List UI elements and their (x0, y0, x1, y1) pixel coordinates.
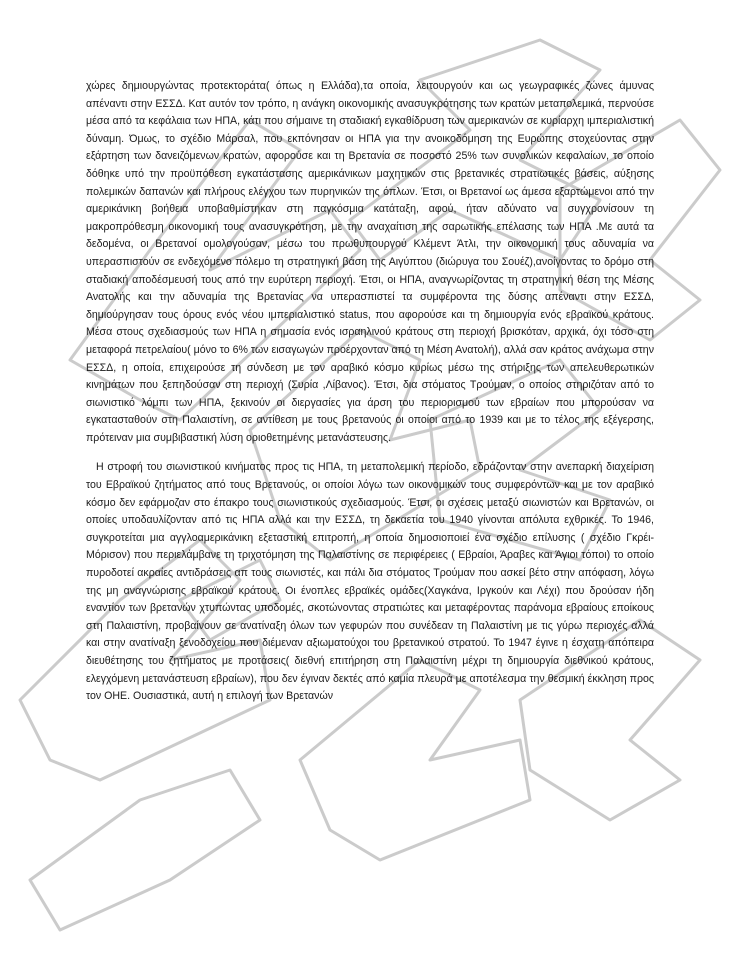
paragraph-1: χώρες δημιουργώντας προτεκτοράτα( όπως η Ελλάδα),τα οποία, λειτουργούν και ως γεωγραφικές ζώνες άμυνας απέναντι στην ΕΣΣΔ. Κατ αυτόν τον τρόπο, η ανάγκη οικονομικής ανασυγκρότησης των κρατών μεταπολεμικά, περνούσε μέσα από τα κεφάλαια των ΗΠΑ, κάτι που σήμαινε τη σταδιακή εγκαθίδρυση των αμερικανών σε κυρίαρχη ιμπεριαλιστική δύναμη. Όμως, το σχέδιο Μάρσαλ, που εκπόνησαν οι ΗΠΑ για την ανοικοδόμηση της Ευρώπης στοχεύοντας στην εξάρτηση των δανειζόμενων κρατών, αφορούσε και τη Βρετανία σε ποσοστό 25% των συνολικών κεφαλαίων, το οποίο δόθηκε υπό την προϋπόθεση εγκατάστασης αμερικάνικων μαχητικών στις βρετανικές στρατιωτικές βάσεις, αύξησης πολεμικών δαπανών και πλήρους ελέγχου των πυρηνικών της όπλων. Έτσι, οι Βρετανοί ως άμεσα εξαρτώμενοι από την αμερικάνικη βοήθεια υποβαθμίστηκαν στη παγκόσμια κατάταξη, αφού, ήταν αδύνατο να συγχρονίσουν τη μακροπρόθεσμη οικονομική τους ανασυγκρότηση, με την αναχαίτιση της σαρωτικής επέλασης των ΗΠΑ .Με αυτά τα δεδομένα, οι Βρετανοί ομολογούσαν, μέσω του πρωθυπουργού Κλέμεντ Άτλι, την οικονομική τους αδυναμία να υπερασπιστούν σε ενδεχόμενο πόλεμο τη στρατηγική βάση της Αιγύπτου (διώρυγα του Σουέζ),ανοίγοντας το δρόμο στη σταδιακή αποδέσμευσή τους από την ευρύτερη περιοχή. Έτσι, οι ΗΠΑ, αναγνωρίζοντας τη στρατηγική θέση της Μέσης Ανατολής και την αδυναμία της Βρετανίας να υπερασπιστεί τα συμφέροντα της δύσης απέναντι στην ΕΣΣΔ, δημιούργησαν τους όρους ενός νέου ιμπεριαλιστικό status, που αφορούσε και τη δημιουργία ενός εβραϊκού κράτους. Μέσα στους σχεδιασμούς των ΗΠΑ η σημασία ενός ισραηλινού κράτους στη περιοχή βρισκόταν, αρχικά, όχι τόσο στη μεταφορά πετρελαίου( μόνο το 6% των εισαγωγών προέρχονταν από τη Μέση Ανατολή), αλλά σαν κράτος ανάχωμα στην ΕΣΣΔ, η οποία, επιχειρούσε τη σύνδεση με τον αραβικό κόσμο κυρίως μέσω της στήριξης των απελευθερωτικών κινημάτων που ξεπηδούσαν στη περιοχή (Συρία ,Λίβανος). Έτσι, δια στόματος Τρούμαν, ο οποίος στηριζόταν από το σιωνιστικό λόμπι των ΗΠΑ, ξεκινούν οι διεργασίες για άρση του περιορισμού των εβραίων που μπορούσαν να εγκατασταθούν στη Παλαιστίνη, σε αντίθεση με τους βρετανούς οι οποίοι από το 1939 και με το τέλος της εξέγερσης, πρότειναν μια συμβιβαστική λύση οριοθετημένης μετανάστευσης. (86, 80, 654, 444)
paragraph-2: Η στροφή του σιωνιστικού κινήματος προς τις ΗΠΑ, τη μεταπολεμική περίοδο, εδράζονταν στην ανεπαρκή διαχείριση του Εβραϊκού ζητήματος από τους Βρετανούς, οι οποίοι λόγω των οικονομικών τους συμφερόντων και με τον αραβικό κόσμο δεν εφάρμοζαν στο έπακρο τους σιωνιστικούς σχεδιασμούς. Έτσι, οι σχέσεις μεταξύ σιωνιστών και Βρετανών, οι οποίες υποδαυλίζονταν από τις ΗΠΑ αλλά και την ΕΣΣΔ, τη δεκαετία του 1940 γίνονται απόλυτα εχθρικές. Το 1946, συγκροτείται μια αγγλοαμερικάνικη εξεταστική επιτροπή, η οποία δημοσιοποιεί ένα σχέδιο επίλυσης ( σχέδιο Γκρέι-Μόρισον) που περιελάμβανε τη τριχοτόμηση της Παλαιστίνης σε περιφέρειες ( Εβραίοι, Άραβες και Άγιοι τόποι) το οποίο πυροδοτεί ακραίες αντιδράσεις απ τους σιωνιστές, και πάλι δια στόματος Τρούμαν που ασκεί βέτο στην απόφαση, λόγω της μη αναγνώρισης εβραϊκού κράτους. Οι ένοπλες εβραϊκές ομάδες(Χαγκάνα, Ιργκούν και Λέχι) που δρούσαν ήδη εναντίον των βρετανών χτυπώντας υποδομές, σκοτώνοντας στρατιώτες και μεταφέροντας παράνομα εβραίους εποίκους στη Παλαιστίνη, προβαίνουν σε ανατίναξη όλων των γεφυρών που συνέδεαν τη Παλαιστίνη με τις γύρω περιοχές αλλά και στην ανατίναξη ξενοδοχείου που διέμεναν αξιωματούχοι του βρετανικού στρατού. Το 1947 έγινε η έσχατη απόπειρα διευθέτησης του ζητήματος με προτάσεις( διεθνή επιτήρηση στη Παλαιστίνη μέχρι τη δημιουργία διεθνικού κράτους, ελεγχόμενη μετανάστευση εβραίων), που δεν έγιναν δεκτές από καμία πλευρά με αποτέλεσμα την θεσμική έκκληση προς τον ΟΗΕ. Ουσιαστικά, αυτή η επιλογή των Βρετανών (86, 461, 654, 703)
document-body (86, 78, 654, 706)
watermark-letter-7 (30, 770, 260, 930)
